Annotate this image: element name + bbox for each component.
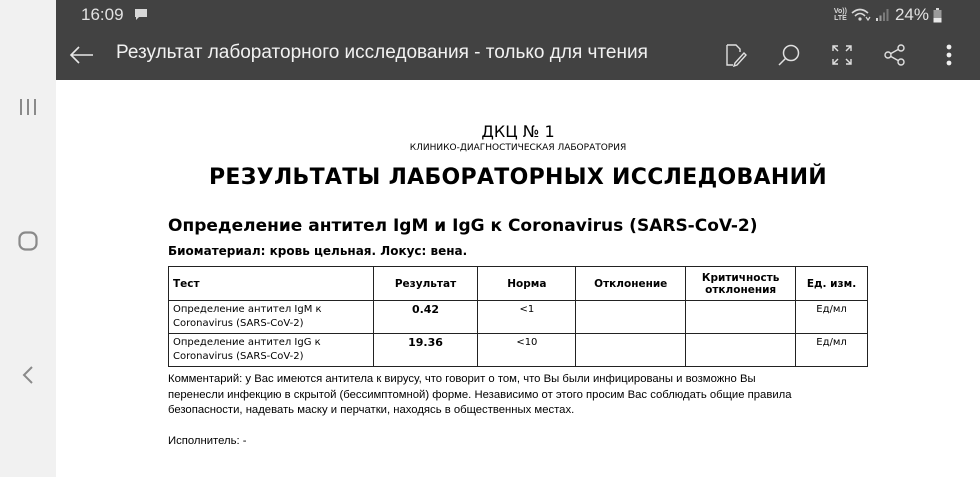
- cell-result: 0.42: [373, 301, 478, 334]
- document-view: [56, 80, 980, 477]
- wifi-icon: [851, 8, 871, 22]
- document-title: РЕЗУЛЬТАТЫ ЛАБОРАТОРНЫХ ИССЛЕДОВАНИЙ: [209, 165, 827, 190]
- battery-icon: [933, 8, 942, 23]
- header-norm: Норма: [478, 267, 576, 301]
- header-deviation: Отклонение: [576, 267, 686, 301]
- doctor-comment: Комментарий: у Вас имеются антитела к вирусу, что говорит о том, что Вы были инфицированы и возможно Вы перенесли инфекцию в скрытой (бессимптомной) форме. Независимо от этого просим Вас соблюдать общие правила безопасности, надевать маску и перчатки, находясь в общественных местах.: [168, 373, 792, 416]
- back-icon: [21, 365, 35, 385]
- more-options-button[interactable]: [934, 40, 964, 70]
- results-table: [168, 266, 868, 367]
- header-test: Тест: [169, 267, 374, 301]
- header-criticality: Критичность отклонения: [686, 267, 796, 301]
- edit-button[interactable]: [720, 40, 750, 70]
- organization-name: ДКЦ № 1: [481, 122, 555, 141]
- battery-percent: 24%: [894, 5, 929, 24]
- cell-unit: Ед/мл: [796, 334, 868, 367]
- share-button[interactable]: [880, 40, 910, 70]
- cell-norm: <1: [478, 301, 576, 334]
- navigation-bar: [0, 0, 56, 477]
- message-icon: [134, 8, 148, 21]
- expand-icon: [831, 44, 853, 66]
- performer: Исполнитель: -: [168, 435, 247, 447]
- share-icon: [883, 43, 907, 67]
- recent-apps-button[interactable]: [0, 87, 56, 127]
- back-button[interactable]: [0, 355, 56, 395]
- home-icon: [18, 231, 38, 251]
- recent-apps-icon: [18, 98, 38, 116]
- toolbar-title: Результат лабораторного исследования - только для чтения: [116, 42, 648, 63]
- test-subtitle: Определение антител IgM и IgG к Coronavirus (SARS-CoV-2): [168, 216, 758, 236]
- cell-deviation: [576, 334, 686, 367]
- laboratory-name: КЛИНИКО-ДИАГНОСТИЧЕСКАЯ ЛАБОРАТОРИЯ: [409, 143, 627, 153]
- table-header-row: [169, 267, 868, 301]
- home-button[interactable]: [0, 221, 56, 261]
- biomaterial-info: Биоматериал: кровь цельная. Локус: вена.: [168, 244, 468, 258]
- app-toolbar: [56, 30, 980, 80]
- status-bar: [56, 0, 980, 30]
- more-vertical-icon: [945, 43, 953, 67]
- cell-criticality: [686, 301, 796, 334]
- table-row: [169, 301, 868, 334]
- volte-indicator: Vo)) LTE: [833, 8, 847, 22]
- toolbar-back-button[interactable]: [68, 42, 96, 68]
- cell-norm: <10: [478, 334, 576, 367]
- status-indicators: [834, 5, 942, 25]
- header-unit: Ед. изм.: [796, 267, 868, 301]
- app-window: [56, 0, 980, 477]
- arrow-left-icon: [69, 46, 95, 64]
- fit-screen-button[interactable]: [827, 40, 857, 70]
- search-icon: [777, 43, 801, 67]
- search-button[interactable]: [774, 40, 804, 70]
- status-time: 16:09: [81, 5, 124, 24]
- cell-deviation: [576, 301, 686, 334]
- cell-result: 19.36: [373, 334, 478, 367]
- cell-test: Определение антител IgG к Coronavirus (SARS-CoV-2): [169, 334, 374, 367]
- cell-criticality: [686, 334, 796, 367]
- edit-document-icon: [723, 43, 747, 67]
- header-result: Результат: [373, 267, 478, 301]
- signal-icon: [875, 8, 889, 22]
- cell-test: Определение антител IgM к Coronavirus (SARS-CoV-2): [169, 301, 374, 334]
- cell-unit: Ед/мл: [796, 301, 868, 334]
- table-row: [169, 334, 868, 367]
